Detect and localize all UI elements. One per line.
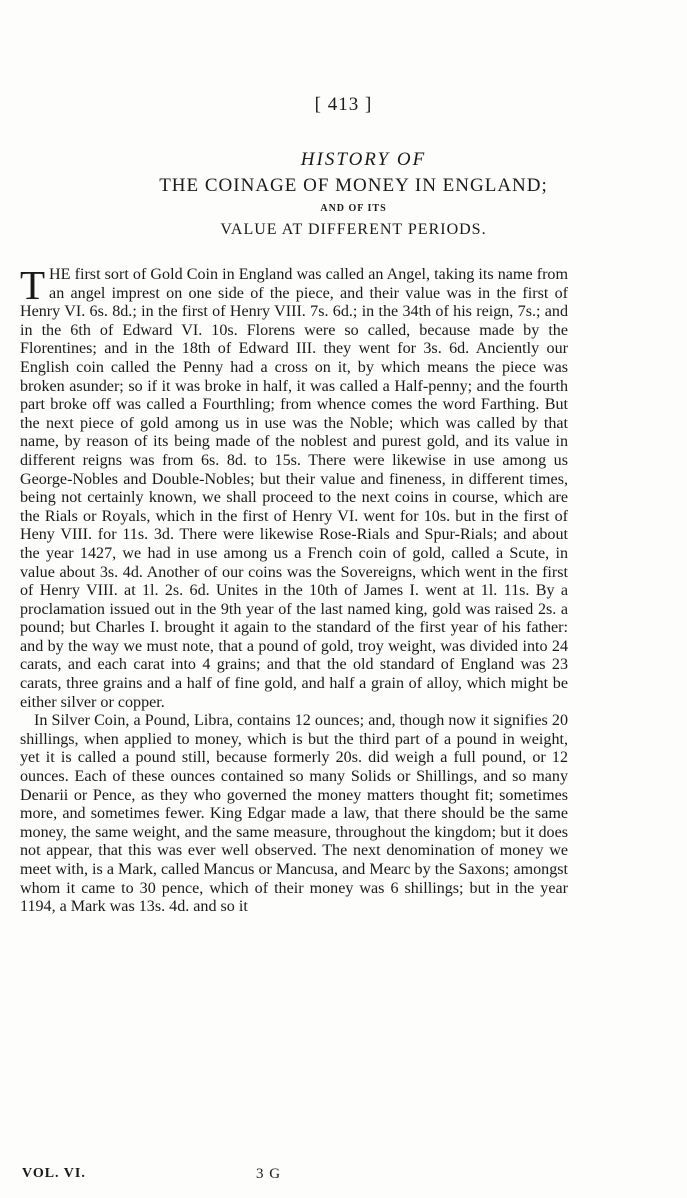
title-line-value: VALUE AT DIFFERENT PERIODS. — [220, 221, 487, 238]
volume-label: VOL. VI. — [22, 1166, 86, 1181]
page-footer — [22, 1166, 582, 1182]
article-body — [20, 262, 568, 917]
title-line-history-of: HISTORY OF — [300, 149, 427, 170]
page-number: [ 413 ] — [314, 94, 373, 115]
paragraph-text: In Silver Coin, a Pound, Libra, contains 12 ounces; and, though now it signifies 20 shillings, when applied to money, which is but the third part of a pound in weight, yet it is called a pound still, because formerly 20s. did weigh a full pound, or 12 ounces. Each of these ounces contained so many Solids or Shillings, and so many Denarii or Pence, as they who governed the money matters thought fit; sometimes more, and sometimes fewer. King Edgar made a law, that there should be the same money, the same weight, and the same measure, throughout the kingdom; but it does not appear, that this was ever well observed. The next denomination of money we meet with, is a Mark, called Mancus or Mancusa, and Mearc by the Saxons; amongst whom it came to 30 pence, which of their money was 6 shillings; but in the year 1194, a Mark was 13s. 4d. and so it — [20, 712, 568, 916]
title-line-and-of-its: AND OF ITS — [320, 203, 387, 214]
paragraph-text: HE first sort of Gold Coin in England was called an Angel, taking its name from an angel imprest on one side of the piece, and their value was in the first of Henry VI. 6s. 8d.; in the first of Henry VIII. 7s. 6d.; in the 34th of his reign, 7s.; and in the 6th of Edward VI. 10s. Florens were so called, because made by the Florentines; and in the 18th of Edward III. they went for 3s. 6d. Anciently our English coin called the Penny had a cross on it, by which means the piece was broken asunder; so if it was broke in half, it was called a Half-penny; and the fourth part broke off was called a Fourthling; from whence comes the word Farthing. But the next piece of gold among us in use was the Noble; which was called by that name, by reason of its being made of the noblest and purest gold, and its value in different reigns was from 6s. 8d. to 15s. There were likewise in use among us George-Nobles and Double-Nobles; but their value and fineness, in different times, being not certainly known, we shall proceed to the next coins in course, which are the Rials or Royals, which in the first of Henry VI. went for 10s. but in the first of Heny VIII. for 11s. 3d. There were likewise Rose-Rials and Spur-Rials; and about the year 1427, we had in use among us a French coin of gold, called a Scute, in value about 3s. 4d. Another of our coins was the Sovereigns, which went in the first of Henry VIII. at 1l. 2s. 6d. Unites in the 10th of James I. went at 1l. 11s. By a proclamation issued out in the 9th year of the last named king, gold was raised 2s. a pound; but Charles I. brought it again to the standard of the first year of his father: and by the way we must note, that a pound of gold, troy weight, was divided into 24 carats, and each carat into 4 grains; and that the old standard of England was 23 carats, three grains and a half of fine gold, and half a grain of alloy, which might be either silver or copper. — [20, 266, 568, 711]
title-line-main: THE COINAGE OF MONEY IN ENGLAND; — [159, 175, 548, 196]
paragraph-gold-coin — [20, 262, 568, 712]
paragraph-silver-coin — [20, 712, 568, 917]
article-title-block — [0, 148, 687, 240]
drop-cap: T — [20, 262, 46, 308]
signature-mark: 3 G — [256, 1166, 282, 1182]
